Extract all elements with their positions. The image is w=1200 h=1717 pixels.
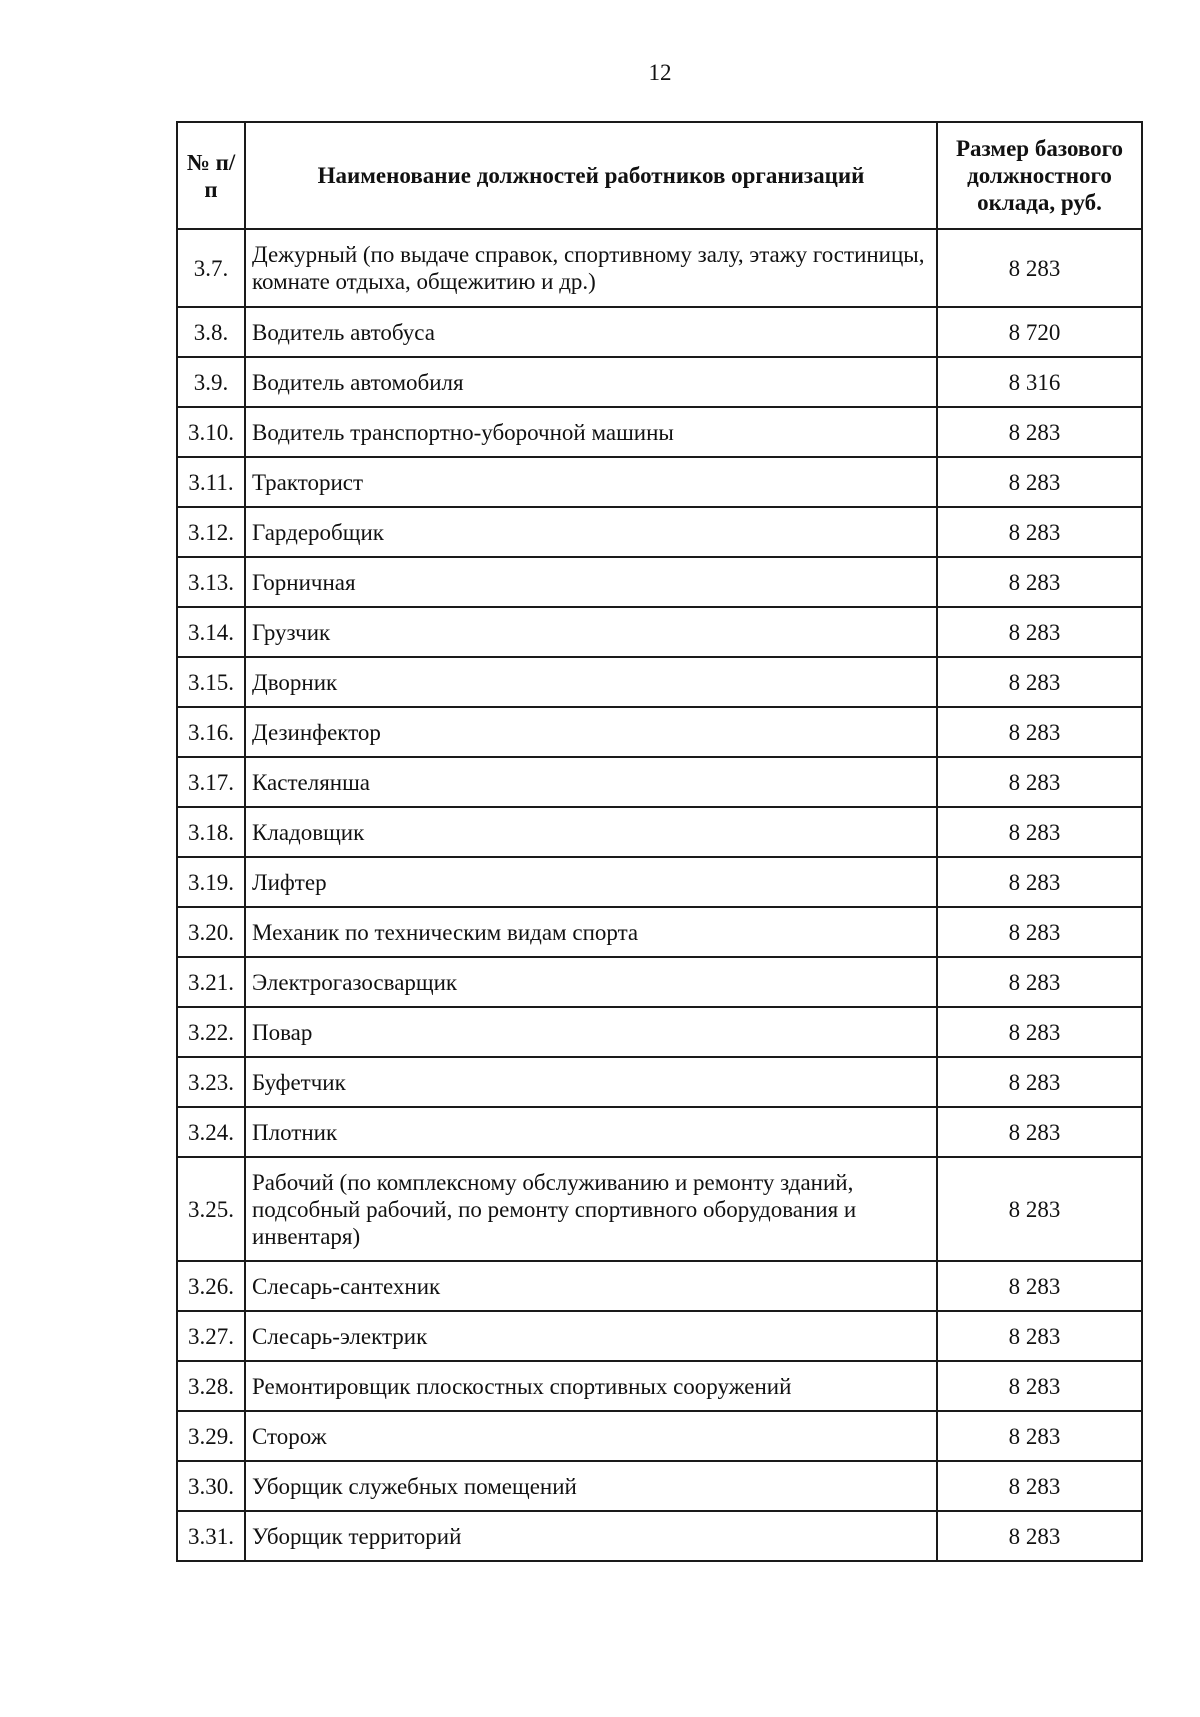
row-number: 3.11. — [177, 457, 245, 507]
table-row — [177, 229, 1142, 307]
position-name: Плотник — [245, 1107, 937, 1157]
base-salary: 8 283 — [937, 1411, 1142, 1461]
table-row — [177, 1261, 1142, 1311]
base-salary: 8 283 — [937, 1261, 1142, 1311]
position-name: Слесарь-электрик — [245, 1311, 937, 1361]
table-row — [177, 407, 1142, 457]
table-row — [177, 1461, 1142, 1511]
table-row — [177, 757, 1142, 807]
base-salary: 8 283 — [937, 757, 1142, 807]
table-header-row — [177, 122, 1142, 229]
position-name: Водитель автомобиля — [245, 357, 937, 407]
table-row — [177, 1311, 1142, 1361]
table-row — [177, 1107, 1142, 1157]
table-row — [177, 807, 1142, 857]
base-salary: 8 283 — [937, 657, 1142, 707]
table-row — [177, 607, 1142, 657]
base-salary: 8 283 — [937, 1057, 1142, 1107]
page-number: 12 — [648, 60, 672, 85]
base-salary: 8 283 — [937, 1361, 1142, 1411]
base-salary: 8 283 — [937, 507, 1142, 557]
base-salary: 8 283 — [937, 907, 1142, 957]
row-number: 3.7. — [177, 229, 245, 307]
row-number: 3.22. — [177, 1007, 245, 1057]
table-row — [177, 457, 1142, 507]
position-name: Тракторист — [245, 457, 937, 507]
row-number: 3.16. — [177, 707, 245, 757]
row-number: 3.28. — [177, 1361, 245, 1411]
position-name: Буфетчик — [245, 1057, 937, 1107]
position-name: Кладовщик — [245, 807, 937, 857]
base-salary: 8 283 — [937, 1157, 1142, 1261]
position-name: Дворник — [245, 657, 937, 707]
row-number: 3.24. — [177, 1107, 245, 1157]
position-name: Рабочий (по комплексному обслуживанию и ремонту зданий, подсобный рабочий, по ремонту спортивного оборудования и инвентаря) — [245, 1157, 937, 1261]
base-salary: 8 283 — [937, 407, 1142, 457]
position-name: Грузчик — [245, 607, 937, 657]
row-number: 3.21. — [177, 957, 245, 1007]
position-name: Водитель транспортно-уборочной машины — [245, 407, 937, 457]
table-row — [177, 1007, 1142, 1057]
position-name: Слесарь-сантехник — [245, 1261, 937, 1311]
row-number: 3.10. — [177, 407, 245, 457]
row-number: 3.30. — [177, 1461, 245, 1511]
table-row — [177, 957, 1142, 1007]
row-number: 3.12. — [177, 507, 245, 557]
row-number: 3.23. — [177, 1057, 245, 1107]
position-name: Лифтер — [245, 857, 937, 907]
position-name: Гардеробщик — [245, 507, 937, 557]
row-number: 3.14. — [177, 607, 245, 657]
position-name: Водитель автобуса — [245, 307, 937, 357]
position-name: Уборщик служебных помещений — [245, 1461, 937, 1511]
table-row — [177, 357, 1142, 407]
row-number: 3.18. — [177, 807, 245, 857]
table-row — [177, 1057, 1142, 1107]
table-row — [177, 1361, 1142, 1411]
header-base-salary: Размер базового должностного оклада, руб. — [937, 122, 1142, 229]
row-number: 3.17. — [177, 757, 245, 807]
header-position-name: Наименование должностей работников организаций — [245, 122, 937, 229]
base-salary: 8 283 — [937, 229, 1142, 307]
position-name: Горничная — [245, 557, 937, 607]
table-row — [177, 657, 1142, 707]
row-number: 3.26. — [177, 1261, 245, 1311]
position-name: Сторож — [245, 1411, 937, 1461]
base-salary: 8 283 — [937, 857, 1142, 907]
row-number: 3.20. — [177, 907, 245, 957]
base-salary: 8 283 — [937, 457, 1142, 507]
base-salary: 8 283 — [937, 707, 1142, 757]
row-number: 3.13. — [177, 557, 245, 607]
base-salary: 8 720 — [937, 307, 1142, 357]
base-salary: 8 316 — [937, 357, 1142, 407]
base-salary: 8 283 — [937, 1311, 1142, 1361]
base-salary: 8 283 — [937, 1461, 1142, 1511]
base-salary: 8 283 — [937, 957, 1142, 1007]
row-number: 3.31. — [177, 1511, 245, 1561]
base-salary: 8 283 — [937, 1511, 1142, 1561]
header-number: № п/п — [177, 122, 245, 229]
position-name: Ремонтировщик плоскостных спортивных сооружений — [245, 1361, 937, 1411]
table-row — [177, 907, 1142, 957]
table-row — [177, 1511, 1142, 1561]
base-salary: 8 283 — [937, 1007, 1142, 1057]
row-number: 3.29. — [177, 1411, 245, 1461]
row-number: 3.9. — [177, 357, 245, 407]
position-name: Дезинфектор — [245, 707, 937, 757]
table-row — [177, 557, 1142, 607]
row-number: 3.25. — [177, 1157, 245, 1261]
table-row — [177, 1157, 1142, 1261]
position-name: Электрогазосварщик — [245, 957, 937, 1007]
base-salary: 8 283 — [937, 607, 1142, 657]
base-salary: 8 283 — [937, 1107, 1142, 1157]
row-number: 3.27. — [177, 1311, 245, 1361]
table-row — [177, 507, 1142, 557]
row-number: 3.8. — [177, 307, 245, 357]
salary-table — [176, 121, 1143, 1562]
position-name: Уборщик территорий — [245, 1511, 937, 1561]
table-row — [177, 307, 1142, 357]
position-name: Повар — [245, 1007, 937, 1057]
table-row — [177, 707, 1142, 757]
table-row — [177, 1411, 1142, 1461]
base-salary: 8 283 — [937, 557, 1142, 607]
table-row — [177, 857, 1142, 907]
row-number: 3.15. — [177, 657, 245, 707]
position-name: Кастелянша — [245, 757, 937, 807]
position-name: Механик по техническим видам спорта — [245, 907, 937, 957]
row-number: 3.19. — [177, 857, 245, 907]
position-name: Дежурный (по выдаче справок, спортивному залу, этажу гостиницы, комнате отдыха, общежитию и др.) — [245, 229, 937, 307]
base-salary: 8 283 — [937, 807, 1142, 857]
